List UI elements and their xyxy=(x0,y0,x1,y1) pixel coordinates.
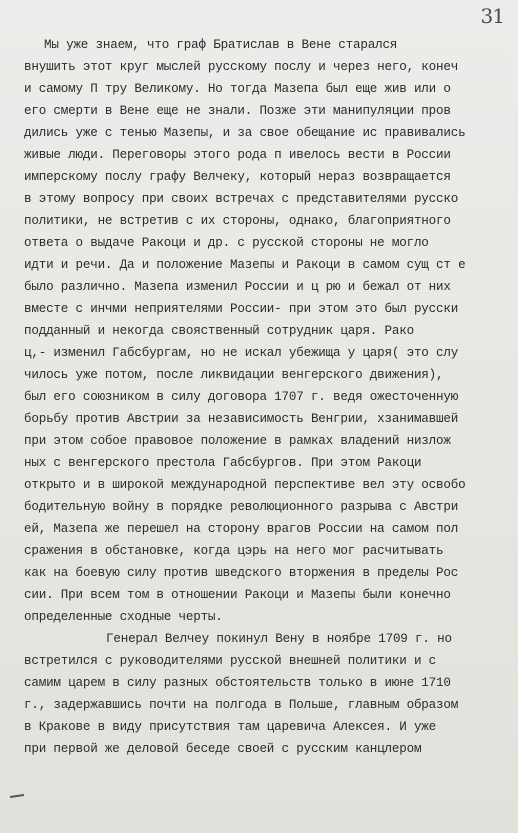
text-line: ей, Мазепа же перешел на сторону врагов России на самом пол xyxy=(24,522,459,536)
text-line: в этому вопросу при своих встречах с представителями русско xyxy=(24,192,459,206)
text-line: как на боевую силу против шведского вторжения в пределы Рос xyxy=(24,566,459,580)
text-line: при первой же деловой беседе своей с русским канцлером xyxy=(24,742,422,756)
text-line: открыто и в широкой международной перспективе вел эту освобо xyxy=(24,478,466,492)
text-line: ответа о выдаче Ракоци и др. с русской стороны не могло xyxy=(24,236,429,250)
text-line: вместе с инчми неприятелями России- при этом это был русски xyxy=(24,302,459,316)
text-line: Генерал Велчеу покинул Вену в ноябре 1709 г. но xyxy=(106,632,452,646)
text-line: сии. При всем том в отношении Ракоци и Мазепы были конечно xyxy=(24,588,451,602)
text-line: дились уже с тенью Мазепы, и за свое обещание ис правивались xyxy=(24,126,466,140)
text-line: определенные сходные черты. xyxy=(24,610,223,624)
text-line: и самому П тру Великому. Но тогда Мазепа был еще жив или о xyxy=(24,82,451,96)
text-line: борьбу против Австрии за независимость Венгрии, хзанимавшей xyxy=(24,412,459,426)
text-line: имперскому послу графу Велчеку, который нераз возвращается xyxy=(24,170,451,184)
ink-mark xyxy=(10,794,24,798)
paragraph-2 xyxy=(24,628,504,760)
text-line: бодительную войну в порядке революционного разрыва с Австри xyxy=(24,500,459,514)
text-line: подданный и некогда свояственный сотрудник царя. Рако xyxy=(24,324,414,338)
text-line: его смерти в Вене еще не знали. Позже эти манипуляции пров xyxy=(24,104,451,118)
text-line: ных с венгерского престола Габсбургов. При этом Ракоци xyxy=(24,456,422,470)
text-line: сражения в обстановке, когда цэрь на него мог расчитывать xyxy=(24,544,444,558)
text-line: идти и речи. Да и положение Мазепы и Ракоци в самом сущ ст е xyxy=(24,258,466,272)
text-line: чилось уже потом, после ликвидации венгерского движения), xyxy=(24,368,444,382)
text-line: встретился с руководителями русской внешней политики и с xyxy=(24,654,437,668)
page-number: 31 xyxy=(480,4,504,28)
text-line: внушить этот круг мыслей русскому послу и через него, конеч xyxy=(24,60,459,74)
text-line: живые люди. Переговоры этого рода п ивелось вести в России xyxy=(24,148,451,162)
paragraph-1 xyxy=(24,34,504,628)
text-line: Мы уже знаем, что граф Братислав в Вене старался xyxy=(44,38,398,52)
text-line: политики, не встретив с их стороны, однако, благоприятного xyxy=(24,214,451,228)
text-line: был его союзником в силу договора 1707 г. ведя ожесточенную xyxy=(24,390,459,404)
text-line: ц,- изменил Габсбургам, но не искал убежища у царя( это слу xyxy=(24,346,459,360)
text-line: было различно. Мазепа изменил России и ц рю и бежал от них xyxy=(24,280,451,294)
text-line: при этом собое правовое положение в рамках владений низлож xyxy=(24,434,451,448)
text-line: в Кракове в виду присутствия там царевича Алексея. И уже xyxy=(24,720,437,734)
text-line: г., задержавшись почти на полгода в Польше, главным образом xyxy=(24,698,459,712)
text-line: самим царем в силу разных обстоятельств только в июне 1710 xyxy=(24,676,451,690)
